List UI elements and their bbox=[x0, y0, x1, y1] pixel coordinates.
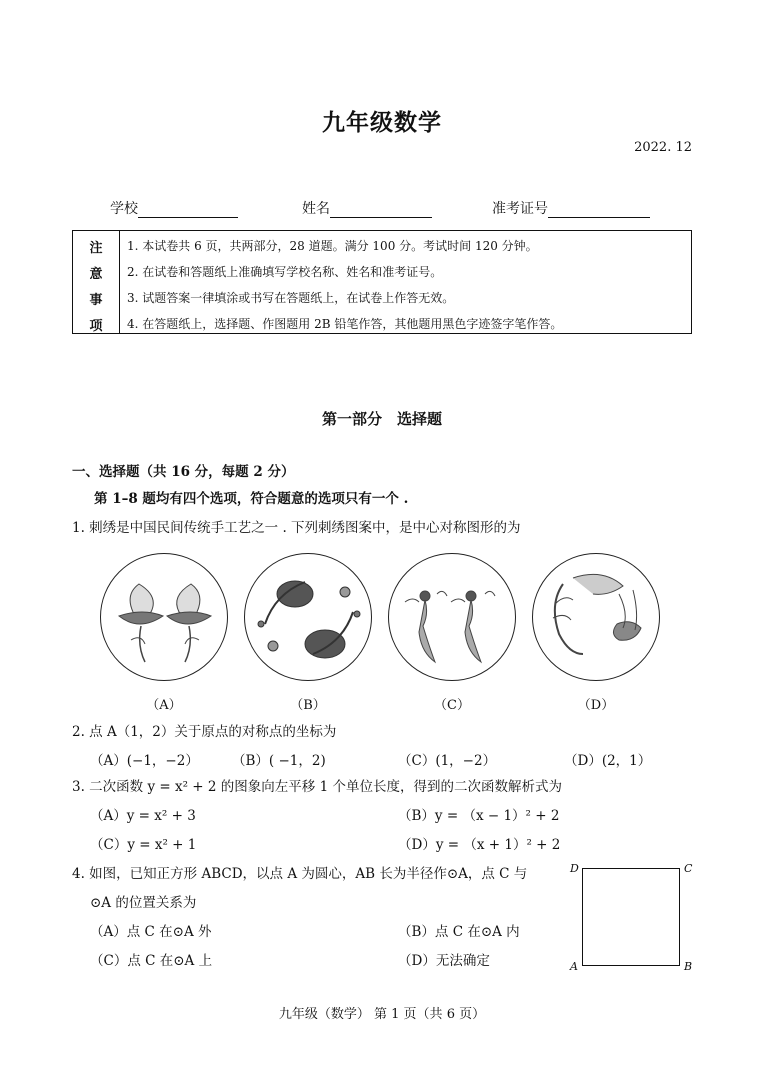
exam-date: 2022. 12 bbox=[634, 140, 692, 155]
q1-stem: 1. 刺绣是中国民间传统手工艺之一 . 下列刺绣图案中，是中心对称图形的为 bbox=[72, 520, 521, 536]
q4-stem-cont: ⊙A 的位置关系为 bbox=[90, 895, 197, 911]
square-figure bbox=[568, 860, 698, 976]
vertex-label-a: A bbox=[570, 960, 578, 973]
q2-option-c: （C）(1，−2） bbox=[398, 753, 497, 769]
q2-option-a: （A）(−1，−2） bbox=[90, 753, 199, 769]
vertex-label-b: B bbox=[684, 960, 693, 973]
school-blank bbox=[138, 201, 238, 218]
peony-wreath-image bbox=[245, 554, 372, 681]
exam-id-label: 准考证号 bbox=[492, 201, 548, 217]
lotus-pair-image bbox=[101, 554, 228, 681]
q4-option-a: （A）点 C 在⊙A 外 bbox=[90, 924, 212, 940]
note-item: 3. 试题答案一律填涂或书写在答题纸上，在试卷上作答无效。 bbox=[127, 291, 455, 305]
notes-heading bbox=[73, 231, 120, 333]
notes-heading-char: 注 bbox=[89, 241, 103, 256]
exam-id-blank bbox=[548, 201, 650, 218]
instruction: 第 1–8 题均有四个选项，符合题意的选项只有一个 . bbox=[94, 491, 409, 507]
school-label: 学校 bbox=[110, 201, 138, 217]
note-item: 2. 在试卷和答题纸上准确填写学校名称、姓名和准考证号。 bbox=[127, 265, 443, 279]
part-heading: 一、选择题（共 16 分，每题 2 分） bbox=[72, 464, 295, 480]
notes-heading-char: 项 bbox=[89, 319, 103, 334]
name-label: 姓名 bbox=[302, 201, 330, 217]
peacock-pair-image bbox=[389, 554, 516, 681]
vertex-label-d: D bbox=[570, 862, 579, 875]
section-title: 第一部分 选择题 bbox=[321, 410, 442, 428]
q1-label-d: （D） bbox=[577, 698, 615, 713]
note-item: 4. 在答题纸上，选择题、作图题用 2B 铅笔作答，其他题用黑色字迹签字笔作答。 bbox=[127, 317, 563, 331]
notes-heading-char: 意 bbox=[89, 267, 103, 282]
q2-option-b: （B）( −1，2) bbox=[232, 753, 326, 769]
square-abcd bbox=[582, 868, 680, 966]
q3-stem: 3. 二次函数 y = x² + 2 的图象向左平移 1 个单位长度，得到的二次函数解析式为 bbox=[72, 779, 562, 795]
q1-label-b: （B） bbox=[290, 698, 326, 713]
q1-label-a: （A） bbox=[146, 698, 182, 713]
notes-box bbox=[72, 230, 692, 334]
notes-heading-char: 事 bbox=[89, 293, 103, 308]
note-item: 1. 本试卷共 6 页，共两部分，28 道题。满分 100 分。考试时间 120 分钟。 bbox=[127, 239, 538, 253]
exam-id-field bbox=[492, 198, 650, 218]
embroidery-image-d bbox=[532, 553, 660, 681]
q3-option-b: （B）y = （x − 1）² + 2 bbox=[398, 808, 560, 824]
q4-option-b: （B）点 C 在⊙A 内 bbox=[398, 924, 520, 940]
q2-stem: 2. 点 A（1，2）关于原点的对称点的坐标为 bbox=[72, 724, 337, 740]
q4-stem: 4. 如图，已知正方形 ABCD，以点 A 为圆心，AB 长为半径作⊙A，点 C 与 bbox=[72, 866, 528, 882]
q1-label-c: （C） bbox=[434, 698, 470, 713]
q2-option-d: （D）(2，1） bbox=[564, 753, 652, 769]
school-field bbox=[110, 198, 238, 218]
name-field bbox=[302, 198, 432, 218]
page-title: 九年级数学 bbox=[322, 109, 442, 136]
vertex-label-c: C bbox=[684, 862, 693, 875]
embroidery-image-c bbox=[388, 553, 516, 681]
page-footer: 九年级（数学） 第 1 页（共 6 页） bbox=[278, 1007, 486, 1022]
phoenix-pair-image bbox=[533, 554, 660, 681]
name-blank bbox=[330, 201, 432, 218]
q3-option-a: （A）y = x² + 3 bbox=[90, 808, 196, 824]
q3-option-c: （C）y = x² + 1 bbox=[90, 837, 197, 853]
q3-option-d: （D）y = （x + 1）² + 2 bbox=[398, 837, 561, 853]
embroidery-image-a bbox=[100, 553, 228, 681]
q4-option-d: （D）无法确定 bbox=[398, 953, 490, 969]
embroidery-image-b bbox=[244, 553, 372, 681]
q4-option-c: （C）点 C 在⊙A 上 bbox=[90, 953, 213, 969]
